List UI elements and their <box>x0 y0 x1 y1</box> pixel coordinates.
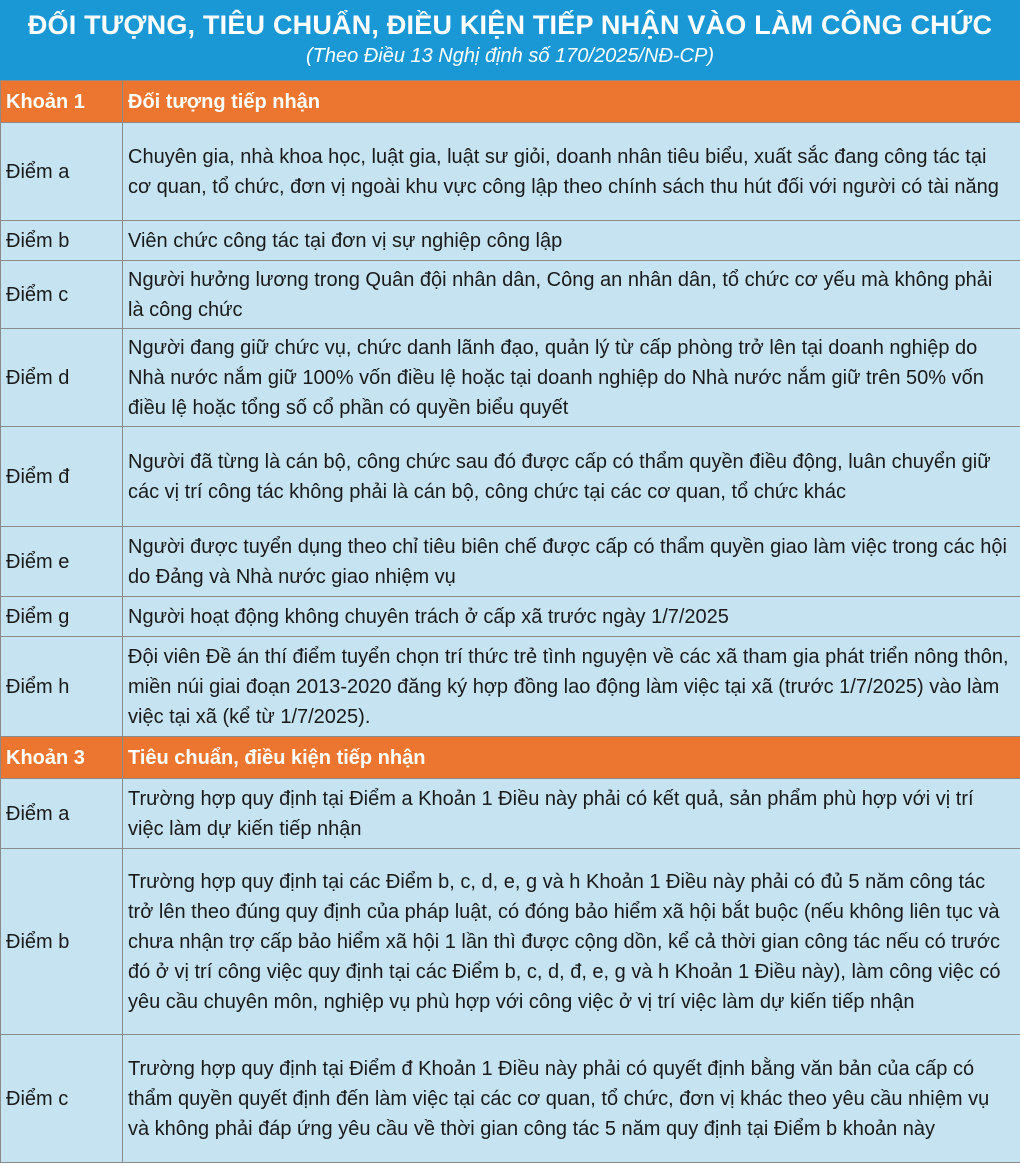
table-row <box>1 637 1020 737</box>
point-label: Điểm d <box>1 329 123 427</box>
page-subtitle: (Theo Điều 13 Nghị định số 170/2025/NĐ-CP) <box>306 45 714 67</box>
table-row <box>1 527 1020 597</box>
criteria-table <box>0 80 1020 1163</box>
section-heading: Đối tượng tiếp nhận <box>123 81 1020 123</box>
point-label: Điểm g <box>1 597 123 637</box>
table-row <box>1 779 1020 849</box>
point-text: Trường hợp quy định tại Điểm a Khoản 1 Điều này phải có kết quả, sản phẩm phù hợp với vị trí việc làm dự kiến tiếp nhận <box>123 779 1020 849</box>
table-row <box>1 1035 1020 1163</box>
table-row <box>1 329 1020 427</box>
section-heading: Tiêu chuẩn, điều kiện tiếp nhận <box>123 737 1020 779</box>
point-text: Trường hợp quy định tại các Điểm b, c, d, e, g và h Khoản 1 Điều này phải có đủ 5 năm công tác trở lên theo đúng quy định của pháp luật, có đóng bảo hiểm xã hội bắt buộc (nếu không liên tục và chưa nhận trợ cấp bảo hiểm xã hội 1 lần thì được cộng dồn, kể cả thời gian công tác nếu có trước đó ở vị trí công việc quy định tại các Điểm b, c, d, đ, e, g và h Khoản 1 Điều này), làm công việc có yêu cầu chuyên môn, nghiệp vụ phù hợp với công việc ở vị trí việc làm dự kiến tiếp nhận <box>123 849 1020 1035</box>
table-row <box>1 221 1020 261</box>
point-text: Người được tuyển dụng theo chỉ tiêu biên chế được cấp có thẩm quyền giao làm việc trong các hội do Đảng và Nhà nước giao nhiệm vụ <box>123 527 1020 597</box>
table-row <box>1 597 1020 637</box>
point-text: Đội viên Đề án thí điểm tuyển chọn trí thức trẻ tình nguyện về các xã tham gia phát triển nông thôn, miền núi giai đoạn 2013-2020 đăng ký hợp đồng lao động làm việc tại xã (trước 1/7/2025) vào làm việc tại xã (kể từ 1/7/2025). <box>123 637 1020 737</box>
point-label: Điểm c <box>1 261 123 329</box>
table-row <box>1 261 1020 329</box>
point-label: Điểm b <box>1 221 123 261</box>
section-header-row <box>1 737 1020 779</box>
point-label: Điểm c <box>1 1035 123 1163</box>
point-label: Điểm e <box>1 527 123 597</box>
section-label: Khoản 1 <box>1 81 123 123</box>
section-label: Khoản 3 <box>1 737 123 779</box>
table-row <box>1 849 1020 1035</box>
point-label: Điểm a <box>1 779 123 849</box>
point-label: Điểm đ <box>1 427 123 527</box>
point-label: Điểm a <box>1 123 123 221</box>
point-text: Người hoạt động không chuyên trách ở cấp xã trước ngày 1/7/2025 <box>123 597 1020 637</box>
point-text: Người hưởng lương trong Quân đội nhân dân, Công an nhân dân, tổ chức cơ yếu mà không phải là công chức <box>123 261 1020 329</box>
point-text: Người đang giữ chức vụ, chức danh lãnh đạo, quản lý từ cấp phòng trở lên tại doanh nghiệp do Nhà nước nắm giữ 100% vốn điều lệ hoặc tại doanh nghiệp do Nhà nước nắm giữ trên 50% vốn điều lệ hoặc tổng số cổ phần có quyền biểu quyết <box>123 329 1020 427</box>
page-title: ĐỐI TƯỢNG, TIÊU CHUẨN, ĐIỀU KIỆN TIẾP NHẬN VÀO LÀM CÔNG CHỨC <box>27 10 993 40</box>
table-row <box>1 123 1020 221</box>
point-label: Điểm b <box>1 849 123 1035</box>
title-banner <box>0 0 1020 80</box>
section-header-row <box>1 81 1020 123</box>
point-text: Người đã từng là cán bộ, công chức sau đó được cấp có thẩm quyền điều động, luân chuyển giữ các vị trí công tác không phải là cán bộ, công chức tại các cơ quan, tổ chức khác <box>123 427 1020 527</box>
point-text: Viên chức công tác tại đơn vị sự nghiệp công lập <box>123 221 1020 261</box>
point-label: Điểm h <box>1 637 123 737</box>
point-text: Trường hợp quy định tại Điểm đ Khoản 1 Điều này phải có quyết định bằng văn bản của cấp có thẩm quyền quyết định đến làm việc tại các cơ quan, tổ chức, đơn vị khác theo yêu cầu nhiệm vụ và không phải đáp ứng yêu cầu về thời gian công tác 5 năm quy định tại Điểm b khoản này <box>123 1035 1020 1163</box>
point-text: Chuyên gia, nhà khoa học, luật gia, luật sư giỏi, doanh nhân tiêu biểu, xuất sắc đang công tác tại cơ quan, tổ chức, đơn vị ngoài khu vực công lập theo chính sách thu hút đối với người có tài năng <box>123 123 1020 221</box>
table-row <box>1 427 1020 527</box>
